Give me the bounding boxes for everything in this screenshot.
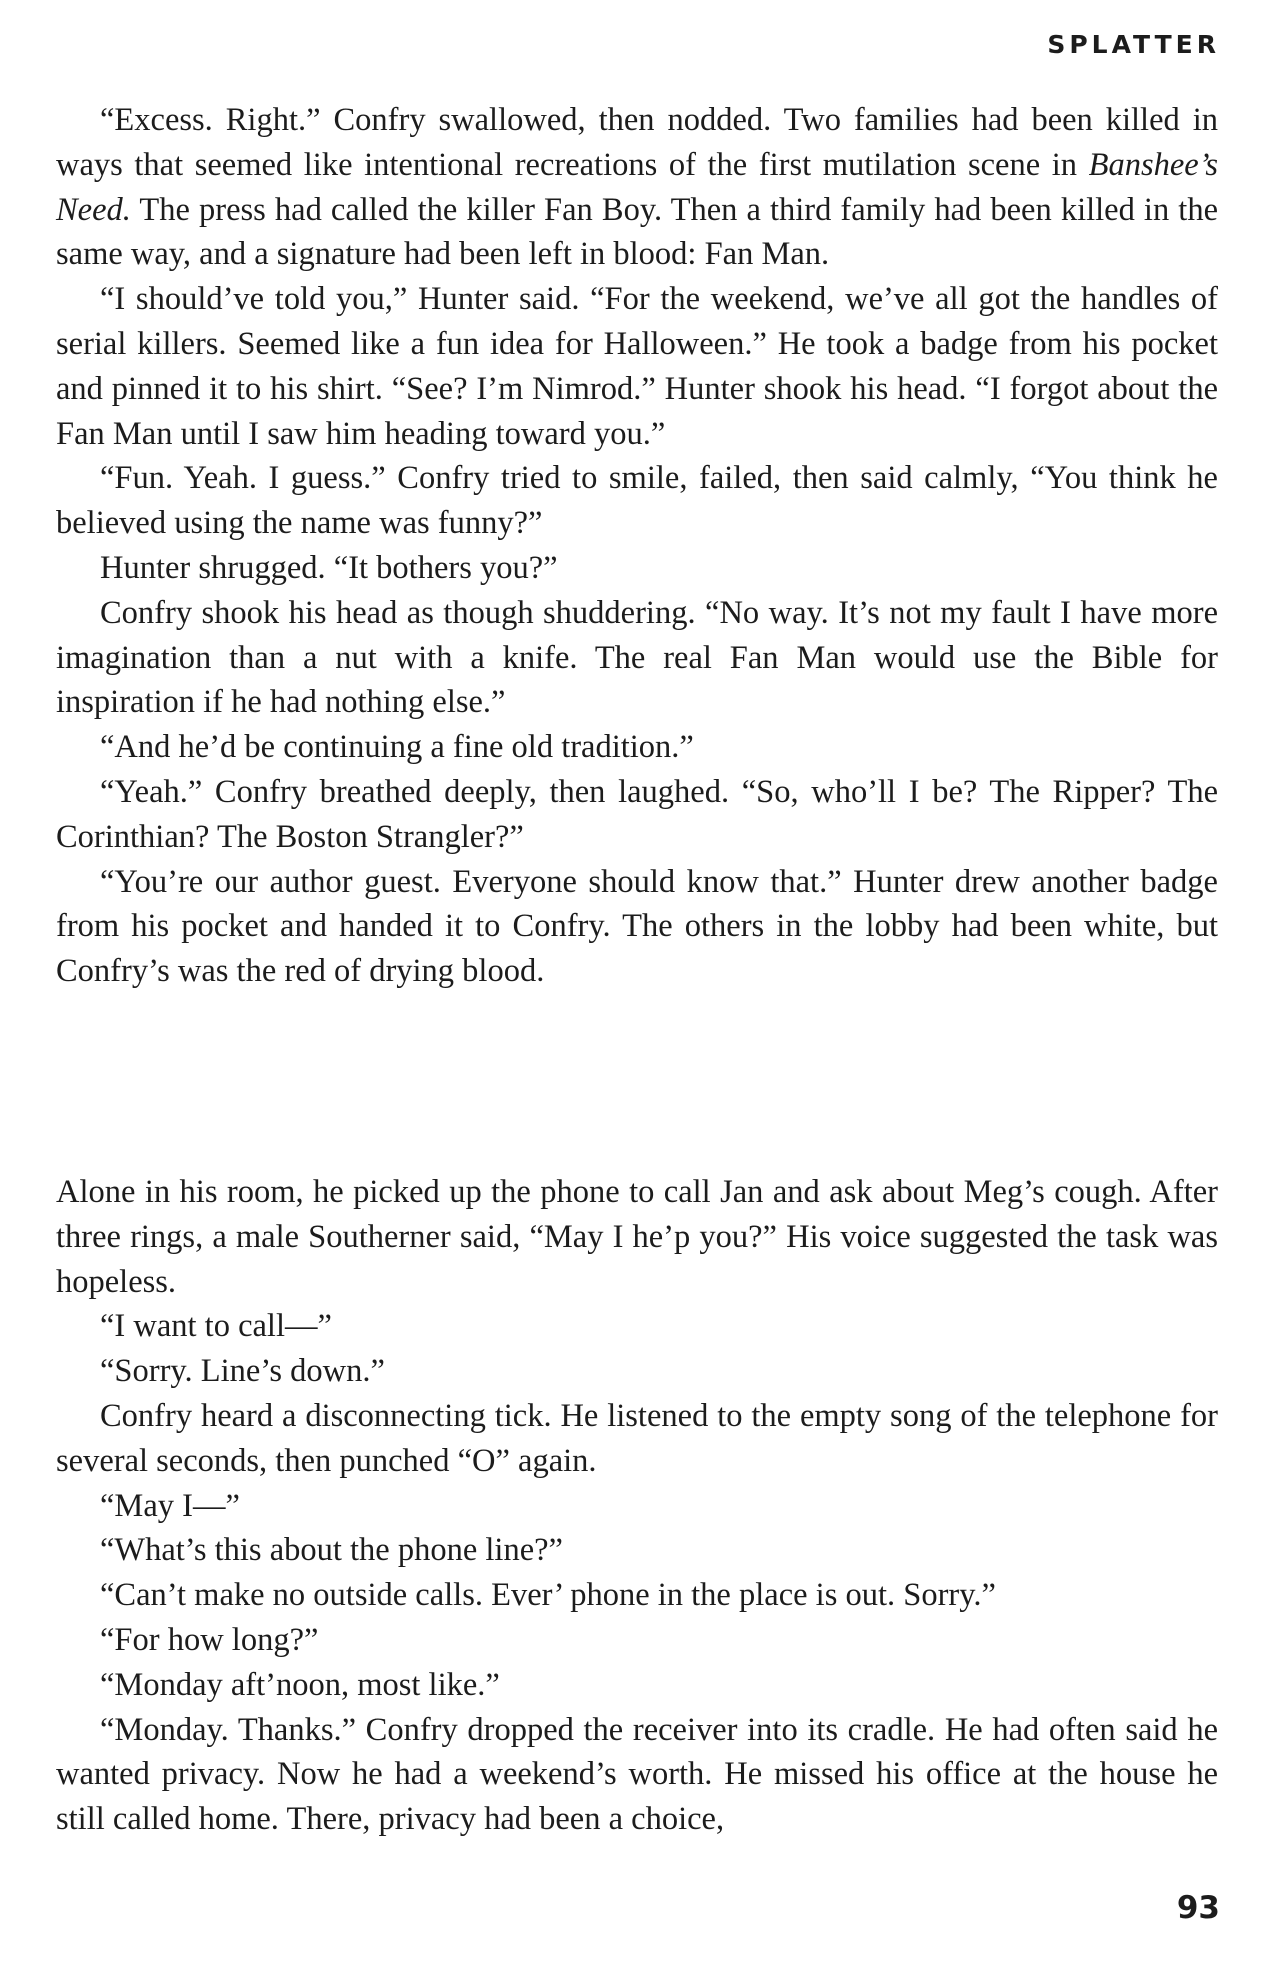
paragraph-text: “Excess. Right.” Confry swallowed, then nodded. Two families had been killed in ways that seemed like intentional recreations of the first mutilation scene in — [56, 102, 1218, 183]
paragraph: “Can’t make no outside calls. Ever’ phone in the place is out. Sorry.” — [100, 1577, 996, 1614]
paragraph: “You’re our author guest. Everyone should know that.” Hunter drew another badge from his pocket and handed it to Confry. The others in the lobby had been white, but Confry’s was the red of drying blood. — [56, 863, 1218, 990]
paragraph: Hunter shrugged. “It bothers you?” — [100, 549, 558, 586]
paragraph: Confry shook his head as though shuddering. “No way. It’s not my fault I have more imagination than a nut with a knife. The real Fan Man would use the Bible for inspiration if he had nothing else.” — [56, 594, 1218, 721]
paragraph: “I want to call—” — [100, 1308, 332, 1345]
page-number: 93 — [1176, 1890, 1220, 1926]
paragraph — [56, 98, 1218, 277]
paragraph: “For how long?” — [100, 1621, 319, 1658]
paragraph: “What’s this about the phone line?” — [100, 1532, 563, 1569]
paragraph-text: The press had called the killer Fan Boy. Then a third family had been killed in the same way, and a signature had been left in blood: Fan Man. — [56, 191, 1218, 273]
paragraph: “Monday. Thanks.” Confry dropped the receiver into its cradle. He had often said he wanted privacy. Now he had a weekend’s worth. He missed his office at the house he still called home. There, privacy had been a choice, — [56, 1711, 1218, 1838]
text-section-1 — [56, 98, 1218, 994]
book-title: Banshee’s Need. — [56, 146, 1218, 228]
paragraph: “And he’d be continuing a fine old tradition.” — [100, 729, 694, 766]
paragraph: “Yeah.” Confry breathed deeply, then laughed. “So, who’ll I be? The Ripper? The Corinthian? The Boston Strangler?” — [56, 773, 1218, 855]
paragraph: “Fun. Yeah. I guess.” Confry tried to smile, failed, then said calmly, “You think he believed using the name was funny?” — [56, 460, 1218, 542]
paragraph: “Sorry. Line’s down.” — [100, 1353, 385, 1390]
text-section-2 — [56, 1170, 1218, 1842]
running-head: SPLATTER — [1047, 30, 1220, 59]
paragraph: Alone in his room, he picked up the phone to call Jan and ask about Meg’s cough. After three rings, a male Southerner said, “May I he’p you?” His voice suggested the task was hopeless. — [56, 1174, 1218, 1300]
paragraph: “I should’ve told you,” Hunter said. “For the weekend, we’ve all got the handles of serial killers. Seemed like a fun idea for Halloween.” He took a badge from his pocket and pinned it to his shirt. “See? I’m Nimrod.” Hunter shook his head. “I forgot about the Fan Man until I saw him heading toward you.” — [56, 281, 1218, 452]
paragraph: “Monday aft’noon, most like.” — [100, 1666, 500, 1703]
paragraph: Confry heard a disconnecting tick. He listened to the empty song of the telephone for several seconds, then punched “O” again. — [56, 1397, 1218, 1479]
paragraph: “May I—” — [100, 1487, 240, 1524]
